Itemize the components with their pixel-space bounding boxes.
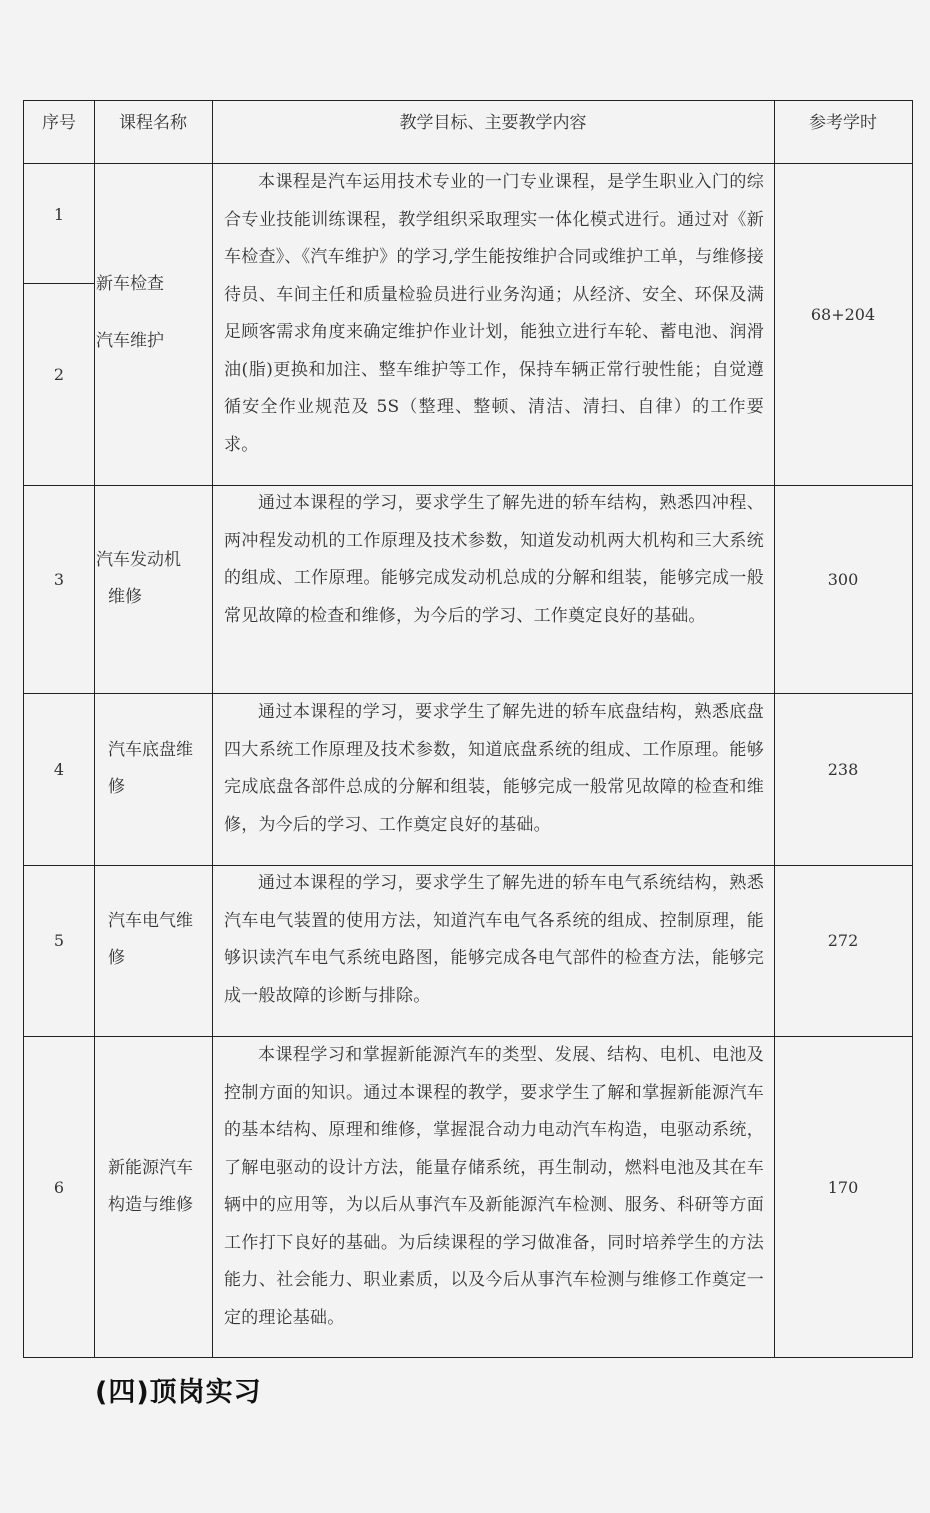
header-course-name: 课程名称 — [119, 113, 187, 133]
row-divider — [24, 283, 94, 284]
course-content: 通过本课程的学习，要求学生了解先进的轿车结构，熟悉四冲程、两冲程发动机的工作原理及技术参数，知道发动机两大机构和三大系统的组成、工作原理。能够完成发动机总成的分解和组装，能够完成一般常见故障的检查和维修，为今后的学习、工作奠定良好的基础。 — [224, 493, 764, 626]
header-hours: 参考学时 — [809, 113, 877, 133]
course-name: 汽车底盘维 — [108, 740, 193, 760]
course-hours: 170 — [827, 1178, 859, 1197]
course-hours: 300 — [827, 570, 859, 589]
header-seq: 序号 — [42, 113, 76, 133]
course-content: 本课程学习和掌握新能源汽车的类型、发展、结构、电机、电池及控制方面的知识。通过本课程的教学，要求学生了解和掌握新能源汽车的基本结构、原理和维修，掌握混合动力电动汽车构造，电驱动系统，了解电驱动的设计方法，能量存储系统，再生制动，燃料电池及其在车辆中的应用等，为以后从事汽车及新能源汽车检测、服务、科研等方面工作打下良好的基础。为后续课程的学习做准备，同时培养学生的方法能力、社会能力、职业素质，以及今后从事汽车检测与维修工作奠定一定的理论基础。 — [224, 1045, 764, 1328]
course-content: 通过本课程的学习，要求学生了解先进的轿车电气系统结构，熟悉汽车电气装置的使用方法，知道汽车电气各系统的组成、控制原理，能够识读汽车电气系统电路图，能够完成各电气部件的检查方法，能够完成一般故障的诊断与排除。 — [224, 873, 764, 1006]
course-hours: 272 — [827, 931, 859, 950]
section-heading: (四)顶岗实习 — [95, 1377, 262, 1408]
course-name: 汽车维护 — [96, 331, 164, 351]
row-seq: 4 — [53, 760, 65, 779]
column-divider — [94, 101, 95, 1357]
row-seq: 1 — [53, 205, 65, 224]
row-seq: 3 — [53, 570, 65, 589]
course-content: 本课程是汽车运用技术专业的一门专业课程，是学生职业入门的综合专业技能训练课程，教学组织采取理实一体化模式进行。通过对《新车检查》、《汽车维护》的学习,学生能按维护合同或维护工单，与维修接待员、车间主任和质量检验员进行业务沟通；从经济、安全、环保及满足顾客需求角度来确定维护作业计划，能独立进行车轮、蓄电池、润滑油(脂)更换和加注、整车维护等工作，保持车辆正常行驶性能；自觉遵循安全作业规范及 5S（整理、整顿、清洁、清扫、自律）的工作要求。 — [224, 172, 764, 455]
course-hours: 238 — [827, 760, 859, 779]
course-name: 维修 — [108, 587, 142, 607]
course-name: 构造与维修 — [108, 1195, 193, 1215]
course-name: 新能源汽车 — [108, 1158, 193, 1178]
course-name: 汽车发动机 — [96, 550, 181, 570]
header-content: 教学目标、主要教学内容 — [399, 113, 587, 133]
course-hours: 68+204 — [810, 305, 876, 324]
row-seq: 6 — [53, 1178, 65, 1197]
course-content: 通过本课程的学习，要求学生了解先进的轿车底盘结构，熟悉底盘四大系统工作原理及技术参数，知道底盘系统的组成、工作原理。能够完成底盘各部件总成的分解和组装，能够完成一般常见故障的检查和维修，为今后的学习、工作奠定良好的基础。 — [224, 702, 764, 835]
row-seq: 2 — [53, 365, 65, 384]
course-name: 修 — [108, 948, 125, 968]
column-divider — [212, 101, 213, 1357]
course-table — [23, 100, 913, 1358]
row-seq: 5 — [53, 931, 65, 950]
course-name: 汽车电气维 — [108, 911, 193, 931]
course-name: 修 — [108, 777, 125, 797]
course-name: 新车检查 — [96, 274, 164, 294]
